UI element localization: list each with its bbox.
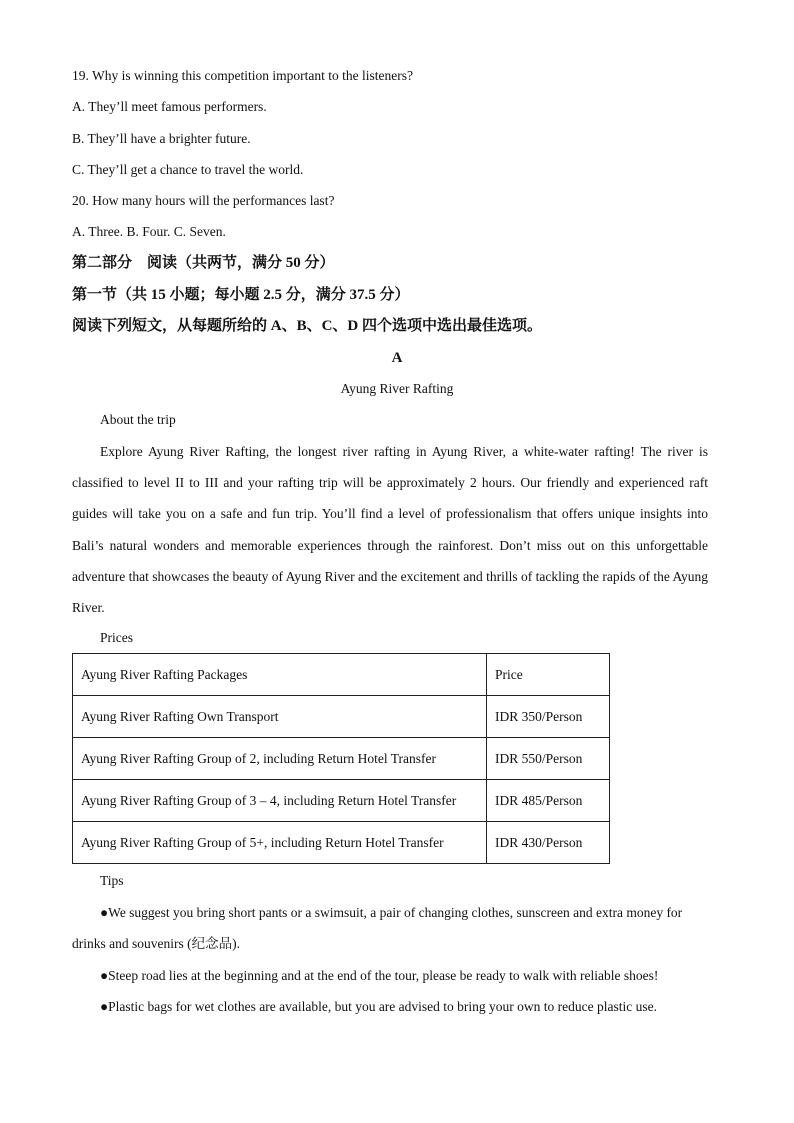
table-header-row bbox=[73, 654, 610, 696]
section-one-heading: 第一节（共 15 小题；每小题 2.5 分，满分 37.5 分） bbox=[72, 287, 410, 303]
package-price: IDR 350/Person bbox=[487, 696, 610, 738]
question-20: 20. How many hours will the performances last? bbox=[72, 193, 335, 208]
header-packages: Ayung River Rafting Packages bbox=[73, 654, 487, 696]
reading-instruction: 阅读下列短文，从每题所给的 A、B、C、D 四个选项中选出最佳选项。 bbox=[72, 318, 543, 334]
tip-item: ●Plastic bags for wet clothes are available, but you are advised to bring your own to reduce plastic use. bbox=[100, 999, 657, 1014]
question-19: 19. Why is winning this competition important to the listeners? bbox=[72, 68, 413, 83]
prices-heading: Prices bbox=[100, 630, 133, 645]
tip-item: ●Steep road lies at the beginning and at the end of the tour, please be ready to walk with reliable shoes! bbox=[100, 968, 659, 983]
table-row bbox=[73, 696, 610, 738]
package-price: IDR 430/Person bbox=[487, 822, 610, 864]
package-name: Ayung River Rafting Group of 2, including Return Hotel Transfer bbox=[73, 738, 487, 780]
package-name: Ayung River Rafting Own Transport bbox=[73, 696, 487, 738]
package-name: Ayung River Rafting Group of 5+, including Return Hotel Transfer bbox=[73, 822, 487, 864]
header-price: Price bbox=[487, 654, 610, 696]
package-name: Ayung River Rafting Group of 3 – 4, including Return Hotel Transfer bbox=[73, 780, 487, 822]
part-two-heading: 第二部分 阅读（共两节，满分 50 分） bbox=[72, 255, 335, 271]
tip-item: ●We suggest you bring short pants or a swimsuit, a pair of changing clothes, sunscreen and extra money for drinks and souvenirs (纪念品). bbox=[72, 905, 683, 952]
passage-title: Ayung River Rafting bbox=[340, 381, 454, 396]
question-19-option-b: B. They’ll have a brighter future. bbox=[72, 131, 251, 146]
table-row bbox=[73, 822, 610, 864]
table-row bbox=[73, 780, 610, 822]
about-paragraph: Explore Ayung River Rafting, the longest river rafting in Ayung River, a white-water rafting! The river is classified to level II to III and your rafting trip will be approximately 2 hours. Our friendly and experienced raft guides will take you on a safe and fun trip. You’ll find a level of professionalism that offers unique insights into Bali’s natural wonders and memorable experiences through the rainforest. Don’t miss out on this unforgettable adventure that showcases the beauty of Ayung River and the excitement and thrills of tackling the rapids of the Ayung River. bbox=[72, 444, 708, 616]
passage-letter: A bbox=[391, 350, 403, 366]
question-19-option-c: C. They’ll get a chance to travel the world. bbox=[72, 162, 304, 177]
tips-heading: Tips bbox=[100, 873, 124, 888]
package-price: IDR 485/Person bbox=[487, 780, 610, 822]
package-price: IDR 550/Person bbox=[487, 738, 610, 780]
prices-table bbox=[72, 653, 610, 864]
table-row bbox=[73, 738, 610, 780]
about-heading: About the trip bbox=[100, 412, 176, 427]
question-20-options: A. Three. B. Four. C. Seven. bbox=[72, 224, 226, 239]
question-19-option-a: A. They’ll meet famous performers. bbox=[72, 99, 267, 114]
